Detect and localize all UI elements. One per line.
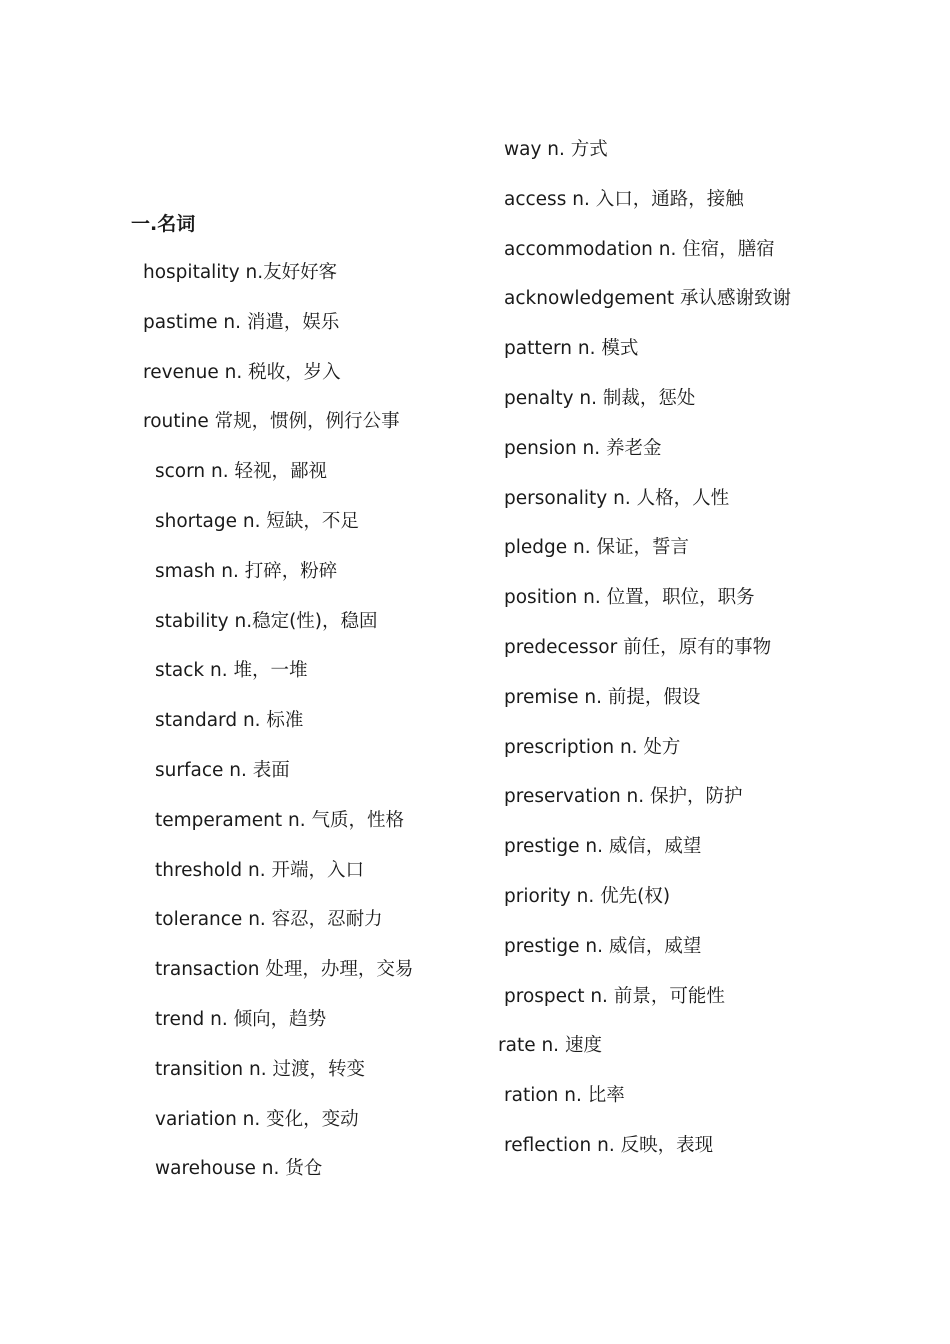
vocab-entry: transaction 处理，办理，交易 xyxy=(155,959,414,981)
vocab-entry: revenue n. 税收，岁入 xyxy=(143,361,341,383)
vocab-entry: standard n. 标准 xyxy=(155,710,304,732)
vocab-entry: threshold n. 开端，入口 xyxy=(155,859,364,881)
vocab-entry: stability n.稳定(性)，稳固 xyxy=(155,610,378,632)
vocab-entry: rate n. 速度 xyxy=(498,1035,602,1057)
vocab-entry: position n. 位置，职位，职务 xyxy=(504,587,755,609)
vocab-entry: warehouse n. 货仓 xyxy=(155,1158,323,1180)
vocab-entry: shortage n. 短缺，不足 xyxy=(155,510,359,532)
vocab-entry: pledge n. 保证，誓言 xyxy=(504,537,690,559)
right-vocabulary-list xyxy=(498,135,792,1181)
vocab-entry: transition n. 过渡，转变 xyxy=(155,1058,366,1080)
vocab-entry: acknowledgement 承认感谢致谢 xyxy=(504,288,792,310)
vocab-entry: access n. 入口，通路，接触 xyxy=(504,188,744,210)
vocab-entry: pattern n. 模式 xyxy=(504,338,639,360)
vocab-entry: personality n. 人格，人性 xyxy=(504,487,730,509)
vocab-entry: penalty n. 制裁，惩处 xyxy=(504,387,696,409)
vocab-entry: prestige n. 威信，威望 xyxy=(504,836,702,858)
vocab-entry: pastime n. 消遣，娱乐 xyxy=(143,311,340,333)
vocab-entry: prescription n. 处方 xyxy=(504,736,681,758)
vocab-entry: preservation n. 保护，防护 xyxy=(504,786,743,808)
vocab-entry: tolerance n. 容忍，忍耐力 xyxy=(155,909,383,931)
vocab-entry: reflection n. 反映，表现 xyxy=(504,1134,714,1156)
vocab-entry: premise n. 前提，假设 xyxy=(504,686,701,708)
section-heading: 一.名词 xyxy=(131,213,196,235)
left-vocabulary-list xyxy=(143,258,413,1204)
vocab-entry: way n. 方式 xyxy=(504,139,608,160)
vocab-entry: variation n. 变化，变动 xyxy=(155,1108,359,1130)
vocab-entry: surface n. 表面 xyxy=(155,759,290,781)
vocab-entry: prospect n. 前景，可能性 xyxy=(504,985,725,1007)
vocab-entry: accommodation n. 住宿，膳宿 xyxy=(504,238,775,260)
vocab-entry: temperament n. 气质，性格 xyxy=(155,809,404,831)
vocab-entry: pension n. 养老金 xyxy=(504,437,662,459)
vocab-entry: predecessor 前任，原有的事物 xyxy=(504,636,772,658)
vocab-entry: routine 常规，惯例，例行公事 xyxy=(143,411,400,433)
vocab-entry: stack n. 堆，一堆 xyxy=(155,660,308,682)
vocab-entry: trend n. 倾向，趋势 xyxy=(155,1008,327,1030)
vocab-entry: scorn n. 轻视，鄙视 xyxy=(155,461,328,483)
vocab-entry: smash n. 打碎，粉碎 xyxy=(155,560,338,582)
vocab-entry: hospitality n.友好好客 xyxy=(143,262,338,283)
vocab-entry: ration n. 比率 xyxy=(504,1085,625,1107)
vocab-entry: prestige n. 威信，威望 xyxy=(504,935,702,957)
vocab-entry: priority n. 优先(权) xyxy=(504,885,671,907)
